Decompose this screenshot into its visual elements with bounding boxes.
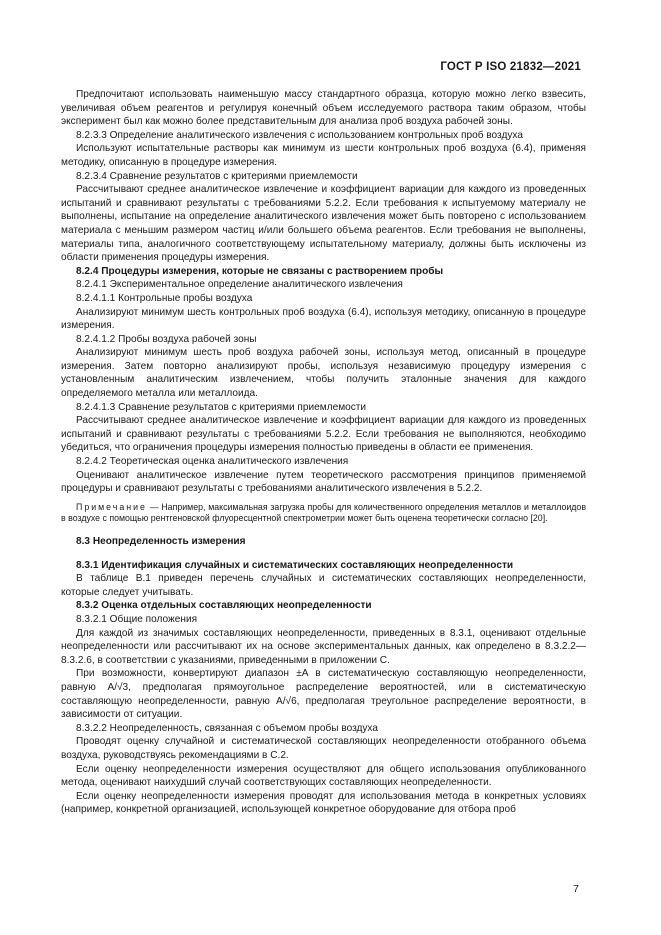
page-number: 7 <box>573 883 579 895</box>
clause-heading: 8.2.3.3 Определение аналитического извлечения с использованием контрольных проб воздуха <box>76 129 523 141</box>
paragraph: Для каждой из значимых составляющих неопределенности, приведенных в 8.3.1, оценивают отдельные неопределенности или рассчитывают их на основе экспериментальных данных, как определено в 8.3.2.2—8.3.2.6, в соответствии с указаниями, приведенными в приложении С. <box>61 627 586 666</box>
clause-heading: 8.2.3.4 Сравнение результатов с критериями приемлемости <box>76 170 358 182</box>
paragraph: Анализируют минимум шесть контрольных проб воздуха (6.4), используя методику, описанную в процедуре измерения. <box>61 306 586 332</box>
paragraph: Анализируют минимум шесть проб воздуха рабочей зоны, используя метод, описанный в процедуре измерения. Затем повторно анализируют пробы, используя независимую процедуру измерения с установленным аналитическим извлечением, чтобы получить эталонные значения для каждого определяемого металла или металлоида. <box>61 347 586 400</box>
section-heading: 8.3 Неопределенность измерения <box>76 536 246 547</box>
section-heading: 8.3.1 Идентификация случайных и систематических составляющих неопределенности <box>76 559 514 571</box>
paragraph: Рассчитывают среднее аналитическое извлечение и коэффициент вариации для каждого из проведенных испытаний и сравнивают результаты с требованиями 5.2.2. Если требования к испытуемому материалу не выполнены, испытание на определение аналитического извлечения может быть повторено с использованием материала с меньшим размером частиц и/или большего объема реагентов. Если требования не выполнены, материалы типа, аналогичного соответствующему испытательному материалу, должны быть исключены из области применения процедуры измерения. <box>61 184 586 264</box>
document-body <box>61 88 586 817</box>
clause-heading: 8.2.4.1.2 Пробы воздуха рабочей зоны <box>76 333 257 345</box>
paragraph: Если оценку неопределенности измерения проводят для использования метода в конкретных условиях (например, конкретной организацией, использующей конкретное оборудование для отбора проб <box>61 790 586 816</box>
note-label: Примечание <box>76 501 147 512</box>
paragraph: Предпочитают использовать наименьшую массу стандартного образца, которую можно легко взвесить, увеличивая объем реагентов и регулируя конечный объем исследуемого раствора таким образом, чтобы эксперимент был как можно более представительным для анализа проб воздуха рабочей зоны. <box>61 89 586 128</box>
section-heading: 8.3.2 Оценка отдельных составляющих неопределенности <box>76 600 372 612</box>
clause-heading: 8.2.4.1 Экспериментальное определение аналитического извлечения <box>76 279 403 291</box>
paragraph: Используют испытательные растворы как минимум из шести контрольных проб воздуха (6.4), применяя методику, описанную в процедуре измерения. <box>61 143 586 168</box>
section-heading: 8.2.4 Процедуры измерения, которые не связаны с растворением пробы <box>76 265 444 277</box>
clause-heading: 8.2.4.1.3 Сравнение результатов с критериями приемлемости <box>76 401 367 413</box>
note <box>61 502 586 525</box>
paragraph: Оценивают аналитическое извлечение путем теоретического рассмотрения принципов применяемой процедуры и сравнивают результаты с требованиями аналитического извлечения в 5.2.2. <box>61 469 586 495</box>
spacer <box>61 549 586 559</box>
clause-heading: 8.2.4.1.1 Контрольные пробы воздуха <box>76 292 253 304</box>
paragraph: Рассчитывают среднее аналитическое извлечение и коэффициент вариации для каждого из проведенных испытаний и сравнивают результаты с требованиями 5.2.2. Если требования не выполняются, необходимо убедиться, что ограничения процедуры измерения полностью приведены в области ее применения. <box>61 415 586 454</box>
clause-heading: 8.3.2.2 Неопределенность, связанная с объемом пробы воздуха <box>76 722 378 734</box>
paragraph: В таблице В.1 приведен перечень случайных и систематических составляющих неопределенности, которые следует учитывать. <box>61 573 586 598</box>
note-text: — Например, максимальная загрузка пробы для количественного определения металлов и металлоидов в воздухе с помощью рентгеновской флуоресцентной спектрометрии может быть оценена теоретически согласно [20]. <box>61 501 586 524</box>
clause-heading: 8.2.4.2 Теоретическая оценка аналитического извлечения <box>76 456 349 468</box>
paragraph: Если оценку неопределенности измерения осуществляют для общего использования опубликованного метода, оценивают наихудший случай соответствующих составляющих неопределенности. <box>61 763 586 789</box>
clause-heading: 8.3.2.1 Общие положения <box>76 613 198 625</box>
paragraph: При возможности, конвертируют диапазон ±A в систематическую составляющую неопределенности, равную A/√3, предполагая прямоугольное распределение вероятностей, или в систематическую составляющую неопределенности, равную A/√6, предполагая треугольное распределение вероятности, в зависимости от ситуации. <box>61 668 586 721</box>
document-header: ГОСТ Р ISO 21832—2021 <box>440 61 581 73</box>
spacer <box>61 525 586 535</box>
paragraph: Проводят оценку случайной и систематической составляющих неопределенности отобранного объема воздуха, руководствуясь рекомендациями в С.2. <box>61 736 586 761</box>
